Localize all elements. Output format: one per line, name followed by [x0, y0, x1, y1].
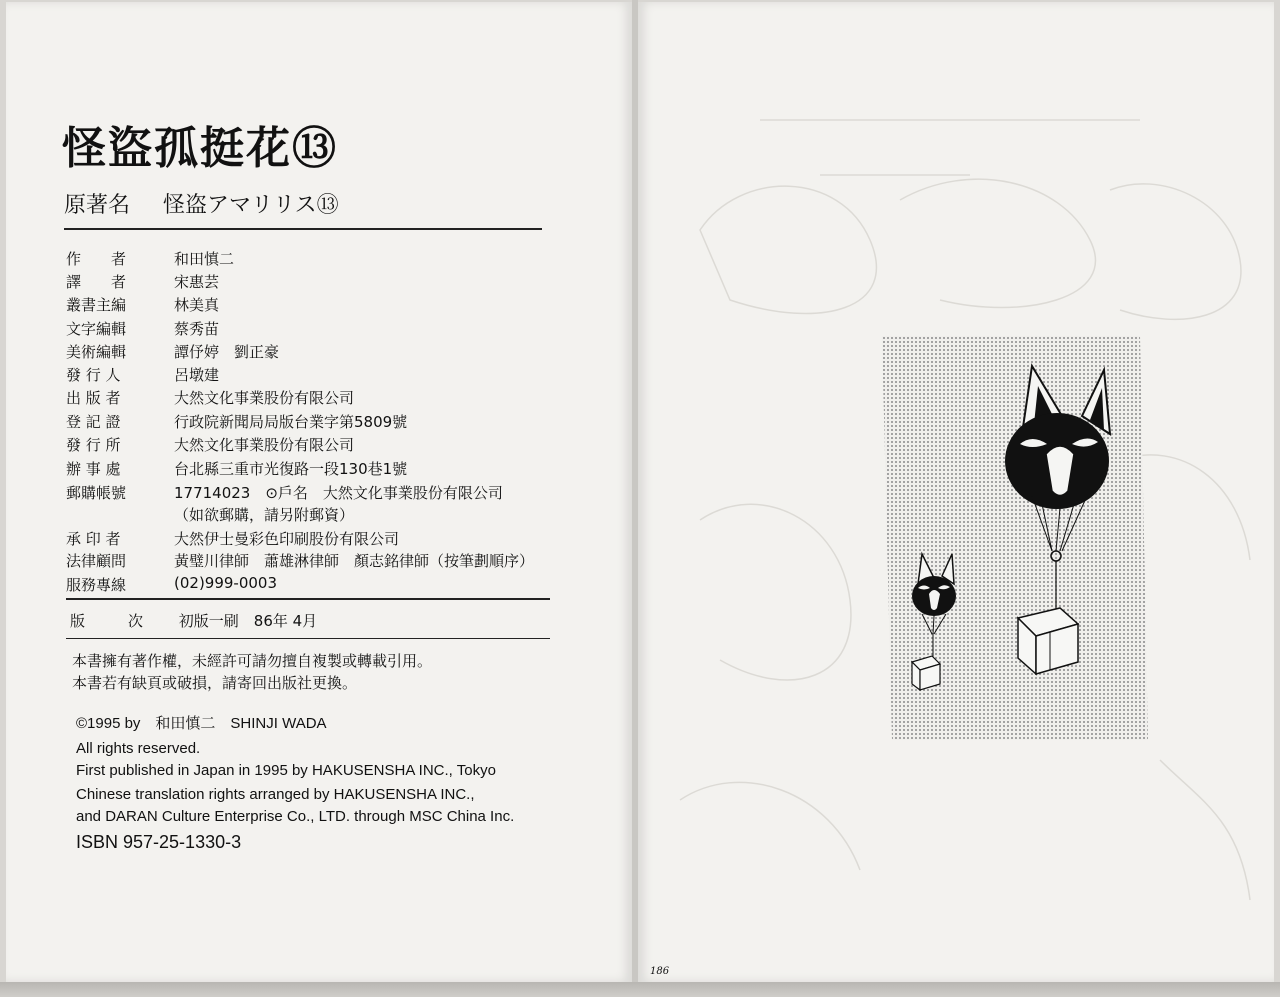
credit-value: 宋惠芸 — [174, 273, 220, 291]
original-title-label: 原著名 — [64, 193, 131, 218]
credit-key: 發 行 人 — [66, 366, 121, 384]
published-line: First published in Japan in 1995 by HAKUSENSHA INC., Tokyo — [76, 762, 496, 779]
isbn-line: ISBN 957-25-1330-3 — [76, 832, 242, 852]
original-title-line — [64, 188, 339, 219]
edition-value: 初版一刷 86年 4月 — [178, 612, 318, 630]
through-line: and DARAN Culture Enterprise Co., LTD. through MSC China Inc. — [76, 808, 515, 825]
credit-value: 大然文化事業股份有限公司 — [174, 389, 355, 407]
credit-key: 辦 事 處 — [66, 460, 121, 478]
scan-bottom-edge — [0, 982, 1280, 997]
credit-key: 法律顧問 — [66, 552, 127, 570]
cat-balloon-illustration — [882, 336, 1148, 740]
credit-key: 文字編輯 — [66, 320, 127, 338]
rights-line: All rights reserved. — [76, 740, 201, 757]
credit-value: 呂墩建 — [174, 366, 220, 384]
credit-value: （如欲郵購，請另附郵資） — [174, 506, 355, 524]
credit-value: 行政院新聞局局版台業字第5809號 — [174, 413, 408, 431]
book-title: 怪盜孤挺花⑬ — [62, 123, 338, 174]
page-number: 186 — [650, 966, 670, 977]
credit-value: 台北縣三重市光復路一段130巷1號 — [174, 460, 408, 478]
credit-value: 和田慎二 — [174, 250, 235, 268]
credits-divider — [66, 598, 550, 600]
credit-value: 林美真 — [174, 296, 220, 314]
credit-key: 叢書主編 — [66, 296, 127, 314]
credit-key: 承 印 者 — [66, 530, 121, 548]
translation-line: Chinese translation rights arranged by HAKUSENSHA INC., — [76, 786, 475, 803]
credit-key: 譯 者 — [66, 273, 127, 291]
edition-line — [70, 610, 317, 631]
return-notice: 本書若有缺頁或破損，請寄回出版社更換。 — [72, 674, 358, 692]
credit-value: 大然文化事業股份有限公司 — [174, 436, 355, 454]
credit-value: 17714023 ⊙戶名 大然文化事業股份有限公司 — [174, 484, 503, 502]
credit-value: 黃璧川律師 蕭雄淋律師 顏志銘律師（按筆劃順序） — [174, 552, 535, 570]
credit-key: 美術編輯 — [66, 343, 127, 361]
edition-label: 版 次 — [70, 612, 158, 630]
credit-value: (02)999-0003 — [174, 574, 278, 592]
credit-key: 作 者 — [66, 250, 127, 268]
book-spine — [632, 0, 638, 997]
credit-value: 譚伃婷 劉正豪 — [174, 343, 280, 361]
credit-key: 發 行 所 — [66, 436, 121, 454]
credit-key: 出 版 者 — [66, 389, 121, 407]
copyright-notice: 本書擁有著作權，未經許可請勿擅自複製或轉載引用。 — [72, 652, 433, 670]
original-title: 怪盗アマリリス⑬ — [163, 193, 339, 218]
credit-key: 登 記 證 — [66, 413, 121, 431]
credit-value: 蔡秀苗 — [174, 320, 220, 338]
credit-value: 大然伊士曼彩色印刷股份有限公司 — [174, 530, 400, 548]
copyright-line: ©1995 by 和田慎二 SHINJI WADA — [76, 715, 327, 732]
credit-key: 郵購帳號 — [66, 484, 127, 502]
edition-divider — [66, 638, 550, 639]
title-divider — [64, 228, 542, 230]
credit-key: 服務專線 — [66, 576, 127, 594]
